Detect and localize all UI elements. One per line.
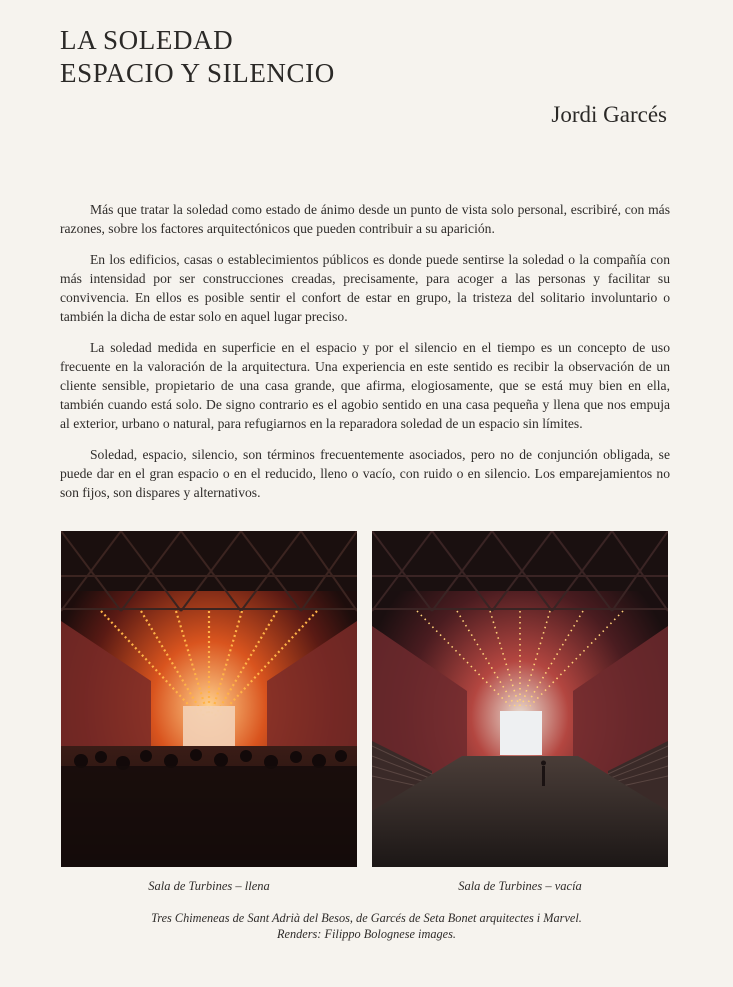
title-line-2: ESPACIO Y SILENCIO [60,58,335,88]
author-name: Jordi Garcés [551,102,667,127]
credits-line-1: Tres Chimeneas de Sant Adrià del Besos, de Garcés de Seta Bonet arquitectes i Marvel. [151,911,582,925]
figure-caption-full: Sala de Turbines – llena [148,879,270,893]
photo-turbine-hall-empty [372,531,668,867]
article-body [60,200,670,514]
credits-line-2: Renders: Filippo Bolognese images. [277,927,456,941]
title-line-1: LA SOLEDAD [60,25,234,55]
figure-caption-empty: Sala de Turbines – vacía [458,879,582,893]
paragraph: Soledad, espacio, silencio, son términos frecuentemente asociados, pero no de conjunción obligada, se puede dar en el gran espacio o en el reducido, lleno o vacío, con ruido o en silencio. Los emparejamientos no son fijos, son dispares y alternativos. [60,447,670,500]
paragraph: La soledad medida en superficie en el espacio y por el silencio en el tiempo es un concepto de uso frecuente en la valoración de la arquitectura. Una experiencia en este sentido es recibir la observación de un cliente sensible, propietario de una casa grande, que afirma, elogiosamente, que se está muy bien en ella, también cuando está solo. De signo contrario es el agobio sentido en una casa pequeña y llena que nos empuja al exterior, urbano o natural, para refugiarnos en la reparadora soledad de un espacio sin límites. [60,340,670,431]
paragraph: Más que tratar la soledad como estado de ánimo desde un punto de vista solo personal, escribiré, con más razones, sobre los factores arquitectónicos que pueden contribuir a su aparición. [60,202,670,236]
photo-turbine-hall-full [61,531,357,867]
article-title [60,24,335,90]
photo-credits [60,910,673,942]
paragraph: En los edificios, casas o establecimientos públicos es donde puede sentirse la soledad o la compañía con más intensidad por ser construcciones creadas, precisamente, para acoger a las personas y facilitar su convivencia. En ellos es posible sentir el confort de estar en grupo, la tristeza del solitario involuntario o también la dicha de estar solo en aquel lugar preciso. [60,252,670,324]
